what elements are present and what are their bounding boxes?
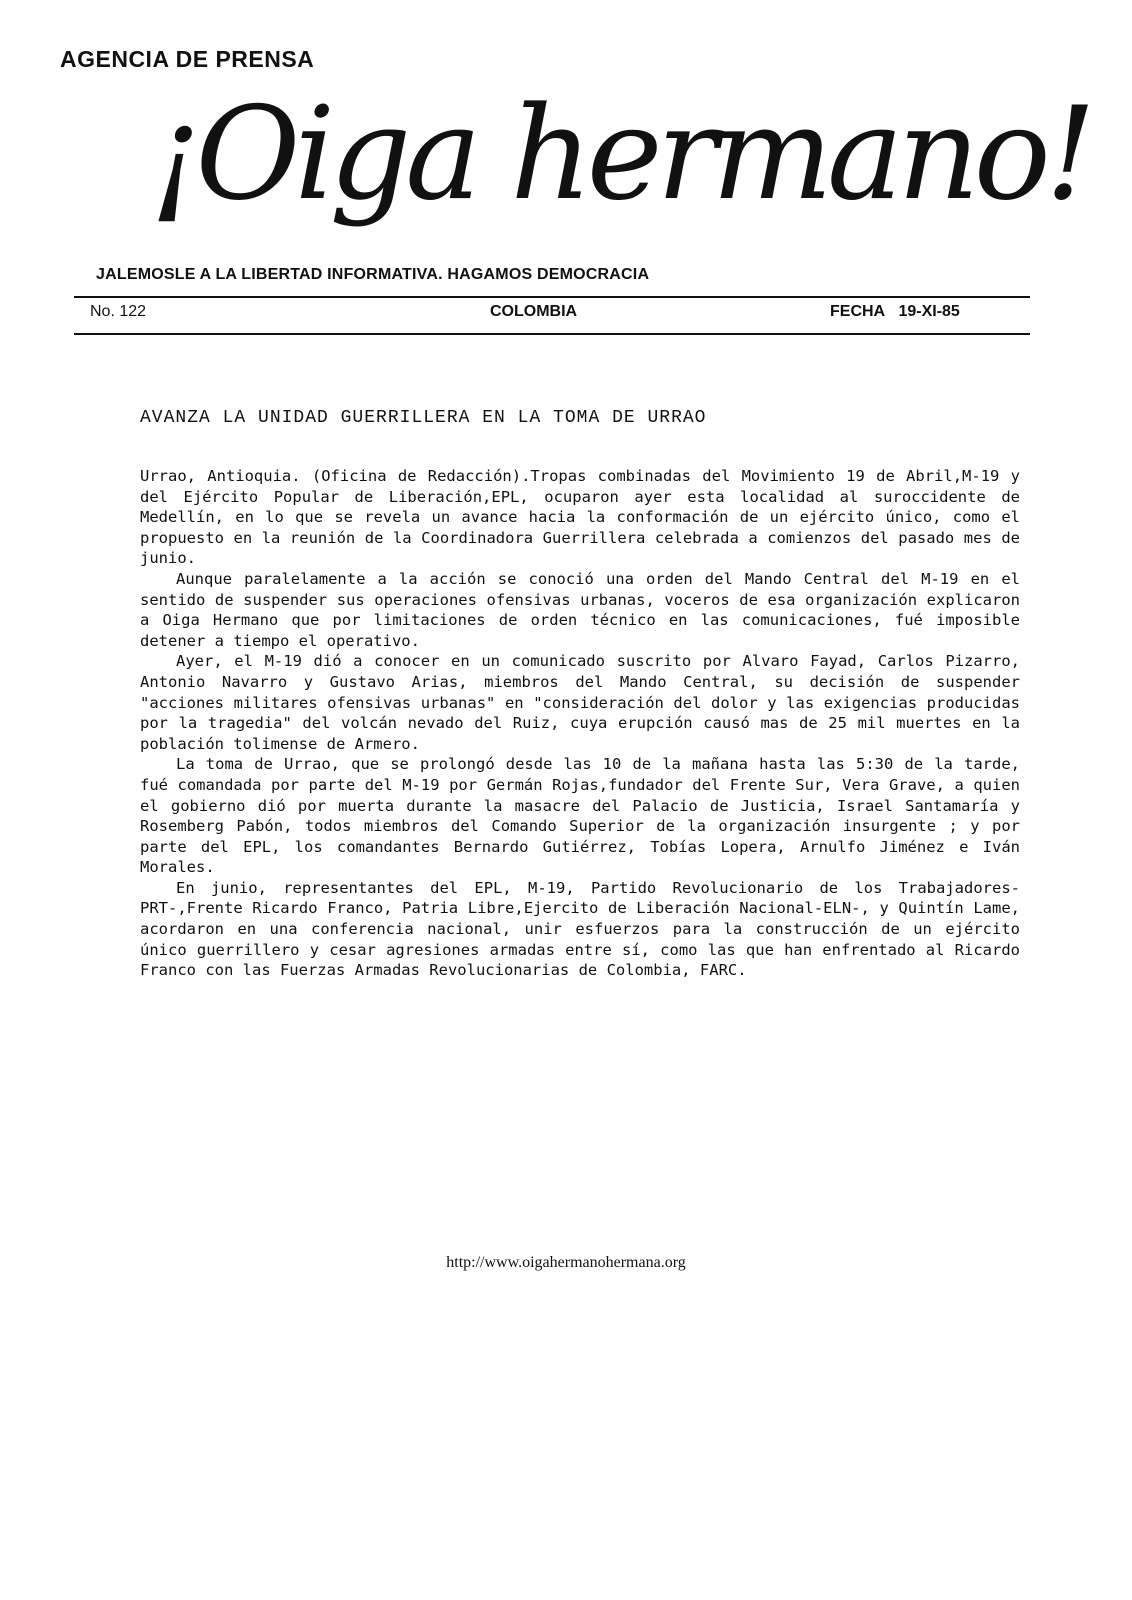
footer-url: http://www.oigahermanohermana.org [446,1254,686,1271]
date-label: FECHA [830,303,886,320]
masthead-logo-graphic [150,70,1091,270]
article-headline: AVANZA LA UNIDAD GUERRILLERA EN LA TOMA DE URRAO [140,408,707,428]
article-paragraph: Urrao, Antioquia. (Oficina de Redacción).Tropas combinadas del Movimiento 19 de Abril,M-19 y del Ejército Popular de Liberación,EPL, ocuparon ayer esta localidad al suroccidente de Medellín, en lo que se revela un avance hacia la conformación de un ejército único, como el propuesto en la reunión de la Coordinadora Guerrillera celebrada a comienzos del pasado mes de junio. [140,467,1020,568]
info-bar [90,303,1010,327]
top-rule [74,296,1030,298]
date-value: 19-XI-85 [898,303,960,320]
masthead-logo [150,70,1091,270]
slogan: JALEMOSLE A LA LIBERTAD INFORMATIVA. HAGAMOS DEMOCRACIA [96,266,650,283]
agency-name: AGENCIA DE PRENSA [60,46,315,72]
issue-number: No. 122 [90,303,147,320]
bottom-rule [74,333,1030,335]
date [830,303,960,321]
masthead-title: ¡Oiga hermano! [150,80,1091,229]
article-paragraph: Aunque paralelamente a la acción se conoció una orden del Mando Central del M-19 en el sentido de suspender sus operaciones ofensivas urbanas, voceros de esa organización explicaron a Oiga Hermano que por limitaciones de orden técnico en las comunicaciones, fué imposible detener a tiempo el operativo. [140,569,1020,650]
article-paragraph: Ayer, el M-19 dió a conocer en un comunicado suscrito por Alvaro Fayad, Carlos Pizarro, Antonio Navarro y Gustavo Arias, miembros del Mando Central, su decisión de suspender "acciones militares ofensivas urbanas" en "consideración del dolor y las exigencias producidas por la tragedia" del volcán nevado del Ruiz, cuya erupción causó mas de 25 mil muertes en la población tolimense de Armero. [140,652,1020,753]
country: COLOMBIA [490,303,578,320]
article-paragraph: La toma de Urrao, que se prolongó desde las 10 de la mañana hasta las 5:30 de la tarde, fué comandada por parte del M-19 por Germán Rojas,fundador del Frente Sur, Vera Grave, a quien el gobierno dió por muerta durante la masacre del Palacio de Justicia, Israel Santamaría y Rosemberg Pabón, todos miembros del Comando Superior de la organización insurgente ; y por parte del EPL, los comandantes Bernardo Gutiérrez, Tobías Lopera, Arnulfo Jiménez e Iván Morales. [140,755,1020,877]
article-body [140,466,1020,981]
article-paragraph: En junio, representantes del EPL, M-19, Partido Revolucionario de los Trabajadores-PRT-,Frente Ricardo Franco, Patria Libre,Ejercito de Liberación Nacional-ELN-, y Quintín Lame, acordaron en una conferencia nacional, unir esfuerzos para la construcción de un ejército único guerrillero y cesar agresiones armadas entre sí, como las que han enfrentado al Ricardo Franco con las Fuerzas Armadas Revolucionarias de Colombia, FARC. [140,878,1020,980]
